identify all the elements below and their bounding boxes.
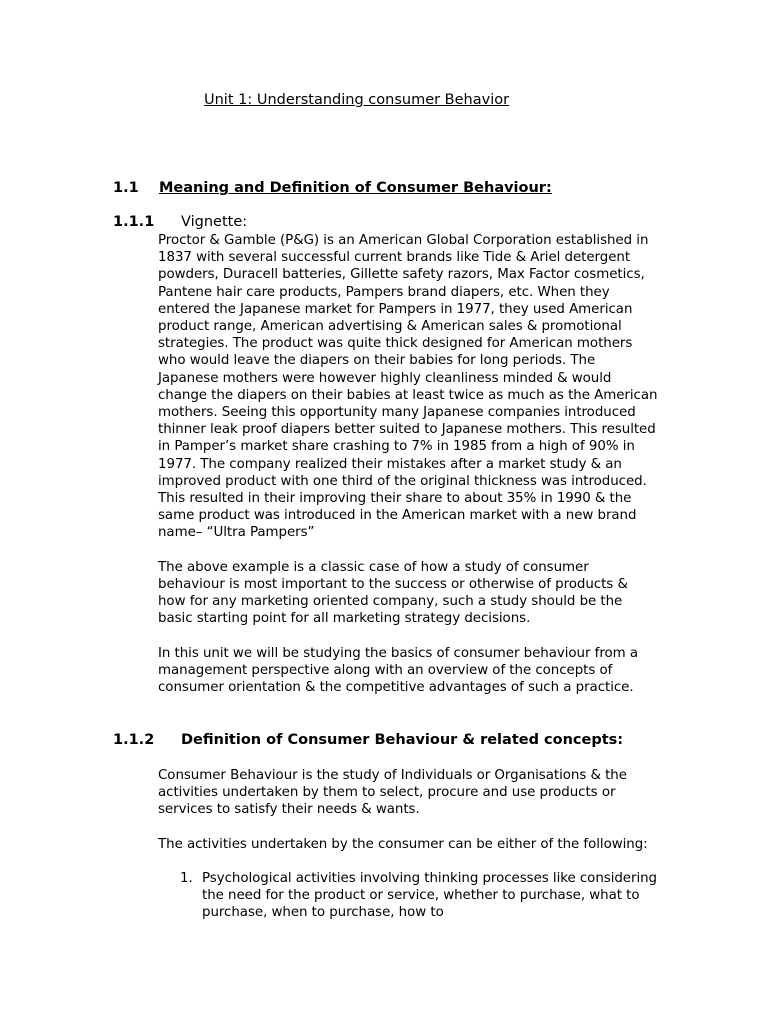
paragraph: Proctor & Gamble (P&G) is an American Global Corporation established in 1837 with several successful current brands like Tide & Ariel detergent powders, Duracell batteries, Gillette safety razors, Max Factor cosmetics, Pantene hair care products, Pampers brand diapers, etc. When they entered the Japanese market for Pampers in 1977, they used American product range, American advertising & American sales & promotional strategies. The product was quite thick designed for American mothers who would leave the diapers on their babies for long periods. The Japanese mothers were however highly cleanliness minded & would change the diapers on their babies at least twice as much as the American mothers. Seeing this opportunity many Japanese companies introduced thinner leak proof diapers better suited to Japanese mothers. This resulted in Pamper’s market share crashing to 7% in 1985 from a high of 90% in 1977. The company realized their mistakes after a market study & an improved product with one third of the original thickness was introduced. This resulted in their improving their share to about 35% in 1990 & the same product was introduced in the American market with a new brand name– “Ultra Pampers” xyxy=(158,233,658,541)
paragraph: The activities undertaken by the consumer can be either of the following: xyxy=(158,836,648,852)
subsection-title: Definition of Consumer Behaviour & related concepts: xyxy=(181,732,624,748)
section-title: Meaning and Definition of Consumer Behaviour: xyxy=(159,180,552,196)
vignette-body xyxy=(158,232,658,696)
list-item-text: Psychological activities involving thinking processes like considering the need for the product or service, whether to purchase, what to purchase, when to purchase, how to xyxy=(202,871,658,921)
subsection-title: Vignette: xyxy=(181,214,248,230)
section-heading xyxy=(113,180,552,196)
paragraph: Consumer Behaviour is the study of Individuals or Organisations & the activities undertaken by them to select, procure and use products or services to satisfy their needs & wants. xyxy=(158,768,627,818)
section-number: 1.1 xyxy=(113,180,139,196)
subsection-number: 1.1.1 xyxy=(113,214,155,230)
subsection-heading-vignette xyxy=(113,214,247,230)
subsection-heading-definition xyxy=(113,732,623,748)
list-item xyxy=(178,870,658,922)
activities-list xyxy=(178,870,658,922)
paragraph: The above example is a classic case of how a study of consumer behaviour is most important to the success or otherwise of products & how for any marketing oriented company, such a study should be the basic starting point for all marketing strategy decisions. xyxy=(158,559,628,627)
list-marker: 1. xyxy=(180,871,193,886)
paragraph: In this unit we will be studying the basics of consumer behaviour from a management perspective along with an overview of the concepts of consumer orientation & the competitive advantages of such a practice. xyxy=(158,645,638,696)
unit-title: Unit 1: Understanding consumer Behavior xyxy=(204,92,510,108)
subsection-number: 1.1.2 xyxy=(113,732,155,748)
definition-body xyxy=(158,767,658,853)
